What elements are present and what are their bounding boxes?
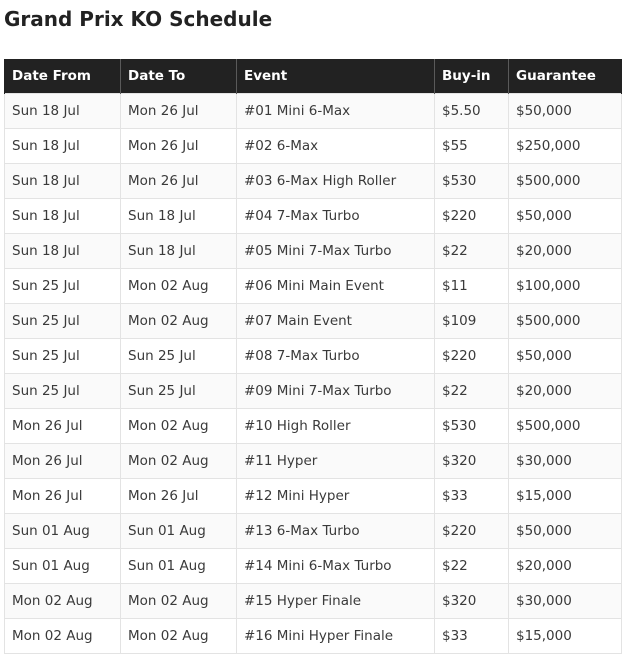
cell-event: #09 Mini 7-Max Turbo <box>237 374 435 409</box>
cell-date-to: Sun 25 Jul <box>121 374 237 409</box>
table-body <box>5 94 622 654</box>
cell-guarantee: $20,000 <box>509 374 622 409</box>
cell-date-from: Sun 25 Jul <box>5 339 121 374</box>
table-header <box>5 59 622 94</box>
table-row <box>5 304 622 339</box>
table-row <box>5 479 622 514</box>
header-row <box>5 59 622 94</box>
cell-date-from: Sun 25 Jul <box>5 269 121 304</box>
cell-date-from: Sun 25 Jul <box>5 304 121 339</box>
table-row <box>5 234 622 269</box>
cell-buy-in: $220 <box>435 514 509 549</box>
cell-date-to: Sun 01 Aug <box>121 514 237 549</box>
page-title: Grand Prix KO Schedule <box>4 7 273 31</box>
cell-buy-in: $22 <box>435 374 509 409</box>
cell-date-to: Sun 01 Aug <box>121 549 237 584</box>
table-row <box>5 94 622 129</box>
table-row <box>5 619 622 654</box>
cell-event: #10 High Roller <box>237 409 435 444</box>
cell-buy-in: $320 <box>435 584 509 619</box>
cell-date-to: Mon 02 Aug <box>121 409 237 444</box>
cell-event: #02 6-Max <box>237 129 435 164</box>
table-row <box>5 584 622 619</box>
table-row <box>5 549 622 584</box>
cell-guarantee: $500,000 <box>509 304 622 339</box>
cell-buy-in: $5.50 <box>435 94 509 129</box>
cell-guarantee: $50,000 <box>509 94 622 129</box>
cell-guarantee: $50,000 <box>509 199 622 234</box>
cell-event: #16 Mini Hyper Finale <box>237 619 435 654</box>
cell-buy-in: $11 <box>435 269 509 304</box>
cell-guarantee: $500,000 <box>509 164 622 199</box>
cell-buy-in: $220 <box>435 199 509 234</box>
cell-buy-in: $22 <box>435 234 509 269</box>
cell-guarantee: $30,000 <box>509 444 622 479</box>
header-date-to: Date To <box>121 59 237 94</box>
header-event: Event <box>237 59 435 94</box>
cell-date-to: Mon 26 Jul <box>121 164 237 199</box>
cell-date-from: Mon 02 Aug <box>5 584 121 619</box>
cell-date-from: Sun 18 Jul <box>5 199 121 234</box>
cell-buy-in: $33 <box>435 479 509 514</box>
header-date-from: Date From <box>5 59 121 94</box>
cell-date-to: Mon 02 Aug <box>121 304 237 339</box>
cell-date-from: Mon 26 Jul <box>5 409 121 444</box>
header-guarantee: Guarantee <box>509 59 622 94</box>
cell-buy-in: $109 <box>435 304 509 339</box>
cell-buy-in: $33 <box>435 619 509 654</box>
cell-event: #13 6-Max Turbo <box>237 514 435 549</box>
cell-date-from: Sun 18 Jul <box>5 164 121 199</box>
cell-date-from: Mon 02 Aug <box>5 619 121 654</box>
table-row <box>5 199 622 234</box>
cell-guarantee: $50,000 <box>509 514 622 549</box>
cell-buy-in: $530 <box>435 409 509 444</box>
cell-date-to: Mon 02 Aug <box>121 584 237 619</box>
cell-event: #14 Mini 6-Max Turbo <box>237 549 435 584</box>
cell-buy-in: $55 <box>435 129 509 164</box>
cell-date-to: Mon 26 Jul <box>121 129 237 164</box>
cell-buy-in: $320 <box>435 444 509 479</box>
cell-guarantee: $30,000 <box>509 584 622 619</box>
cell-date-to: Mon 02 Aug <box>121 269 237 304</box>
table-row <box>5 374 622 409</box>
cell-guarantee: $15,000 <box>509 619 622 654</box>
cell-event: #15 Hyper Finale <box>237 584 435 619</box>
cell-date-to: Mon 26 Jul <box>121 94 237 129</box>
cell-date-from: Sun 01 Aug <box>5 514 121 549</box>
cell-guarantee: $20,000 <box>509 549 622 584</box>
table-row <box>5 129 622 164</box>
cell-date-to: Mon 02 Aug <box>121 619 237 654</box>
table-row <box>5 514 622 549</box>
cell-guarantee: $100,000 <box>509 269 622 304</box>
cell-date-to: Mon 26 Jul <box>121 479 237 514</box>
cell-guarantee: $500,000 <box>509 409 622 444</box>
cell-date-from: Sun 18 Jul <box>5 94 121 129</box>
table-row <box>5 164 622 199</box>
cell-date-to: Mon 02 Aug <box>121 444 237 479</box>
cell-guarantee: $250,000 <box>509 129 622 164</box>
cell-event: #07 Main Event <box>237 304 435 339</box>
header-buy-in: Buy-in <box>435 59 509 94</box>
cell-date-to: Sun 25 Jul <box>121 339 237 374</box>
cell-guarantee: $20,000 <box>509 234 622 269</box>
table-row <box>5 444 622 479</box>
cell-buy-in: $530 <box>435 164 509 199</box>
cell-event: #11 Hyper <box>237 444 435 479</box>
cell-buy-in: $22 <box>435 549 509 584</box>
cell-event: #01 Mini 6-Max <box>237 94 435 129</box>
table-row <box>5 269 622 304</box>
schedule-table <box>4 59 622 654</box>
cell-event: #03 6-Max High Roller <box>237 164 435 199</box>
cell-guarantee: $15,000 <box>509 479 622 514</box>
cell-date-from: Mon 26 Jul <box>5 444 121 479</box>
cell-guarantee: $50,000 <box>509 339 622 374</box>
cell-event: #08 7-Max Turbo <box>237 339 435 374</box>
cell-date-from: Sun 01 Aug <box>5 549 121 584</box>
cell-event: #06 Mini Main Event <box>237 269 435 304</box>
cell-event: #12 Mini Hyper <box>237 479 435 514</box>
cell-event: #05 Mini 7-Max Turbo <box>237 234 435 269</box>
cell-date-from: Sun 25 Jul <box>5 374 121 409</box>
cell-date-from: Sun 18 Jul <box>5 234 121 269</box>
cell-date-from: Sun 18 Jul <box>5 129 121 164</box>
cell-event: #04 7-Max Turbo <box>237 199 435 234</box>
cell-date-to: Sun 18 Jul <box>121 234 237 269</box>
cell-buy-in: $220 <box>435 339 509 374</box>
cell-date-to: Sun 18 Jul <box>121 199 237 234</box>
table-row <box>5 409 622 444</box>
cell-date-from: Mon 26 Jul <box>5 479 121 514</box>
table-row <box>5 339 622 374</box>
